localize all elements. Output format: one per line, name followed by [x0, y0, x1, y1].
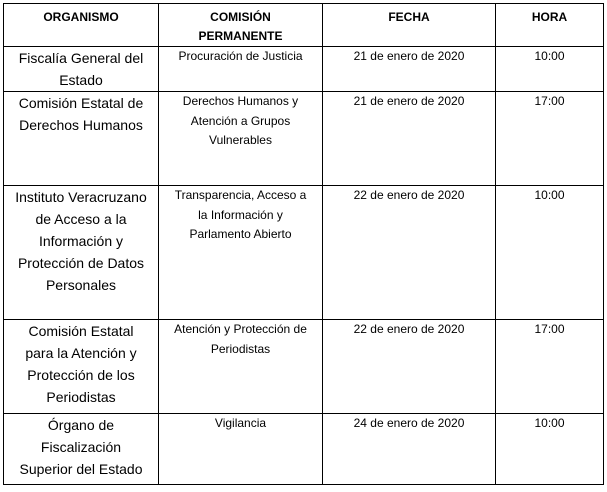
table-header-row [4, 4, 604, 47]
hora-cell: 10:00 [496, 186, 604, 320]
table-row [4, 186, 604, 320]
hora-cell: 10:00 [496, 414, 604, 485]
fecha-cell: 21 de enero de 2020 [323, 92, 496, 186]
header-organismo: ORGANISMO [4, 4, 159, 47]
comision-cell: Transparencia, Acceso a la Información y Parlamento Abierto [159, 186, 323, 320]
table-row [4, 47, 604, 92]
header-hora: HORA [496, 4, 604, 47]
commission-schedule-table [3, 3, 604, 485]
fecha-cell: 21 de enero de 2020 [323, 47, 496, 92]
comision-cell: Procuración de Justicia [159, 47, 323, 92]
hora-cell: 10:00 [496, 47, 604, 92]
table-row [4, 414, 604, 485]
comision-cell: Derechos Humanos y Atención a Grupos Vulnerables [159, 92, 323, 186]
hora-cell: 17:00 [496, 320, 604, 414]
header-comision-permanente: COMISIÓN PERMANENTE [159, 4, 323, 47]
organismo-cell: Órgano de Fiscalización Superior del Estado [4, 414, 159, 485]
organismo-cell: Comisión Estatal de Derechos Humanos [4, 92, 159, 186]
organismo-cell: Comisión Estatal para la Atención y Protección de los Periodistas [4, 320, 159, 414]
fecha-cell: 24 de enero de 2020 [323, 414, 496, 485]
hora-cell: 17:00 [496, 92, 604, 186]
table-row [4, 320, 604, 414]
organismo-cell: Fiscalía General del Estado [4, 47, 159, 92]
table-row [4, 92, 604, 186]
fecha-cell: 22 de enero de 2020 [323, 186, 496, 320]
organismo-cell: Instituto Veracruzano de Acceso a la Información y Protección de Datos Personales [4, 186, 159, 320]
comision-cell: Atención y Protección de Periodistas [159, 320, 323, 414]
header-fecha: FECHA [323, 4, 496, 47]
fecha-cell: 22 de enero de 2020 [323, 320, 496, 414]
comision-cell: Vigilancia [159, 414, 323, 485]
